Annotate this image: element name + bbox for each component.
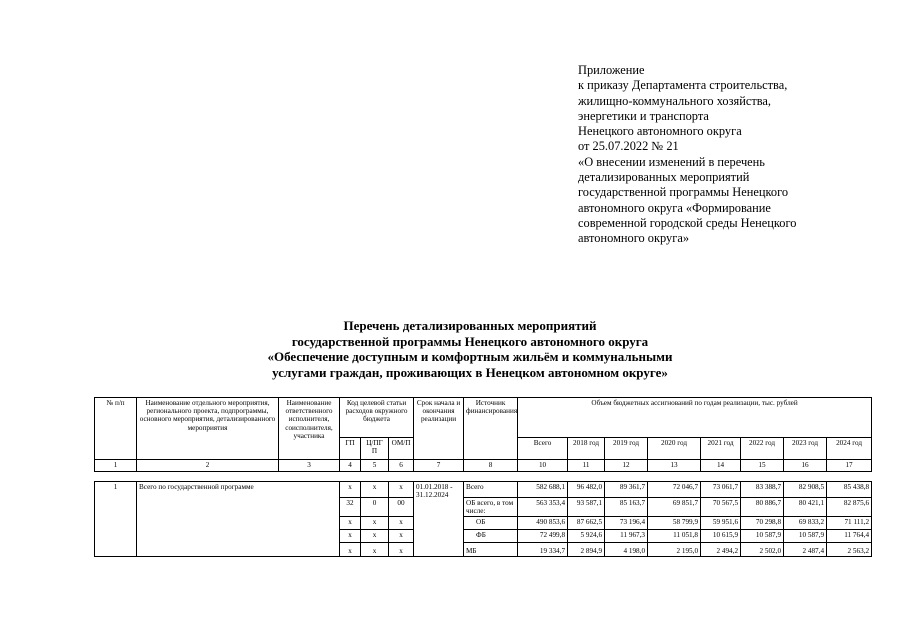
column-number: 6: [389, 460, 414, 472]
title-line: Перечень детализированных мероприятий: [343, 318, 597, 333]
appendix-line: энергетики и транспорта: [578, 108, 709, 123]
cell-source: ОБ: [464, 517, 518, 530]
row-number: 1: [95, 482, 137, 557]
cell-value: 11 967,3: [605, 530, 648, 543]
header-code: Код целевой статьи расходов окружного бюджета: [340, 398, 414, 438]
cell-value: 83 388,7: [741, 482, 784, 498]
cell-ccgp: 0: [361, 498, 389, 517]
cell-gp: х: [340, 517, 361, 530]
cell-value: 2 487,4: [784, 543, 827, 557]
column-number: 3: [279, 460, 340, 472]
spacer-row: [95, 472, 872, 482]
header-year: 2021 год: [701, 438, 741, 460]
cell-ccgp: х: [361, 517, 389, 530]
cell-value: 70 298,8: [741, 517, 784, 530]
cell-value: 2 563,2: [827, 543, 872, 557]
cell-value: 70 567,5: [701, 498, 741, 517]
row-name: Всего по государственной программе: [137, 482, 340, 557]
header-year: 2022 год: [741, 438, 784, 460]
row-period: 01.01.2018 - 31.12.2024: [414, 482, 464, 557]
column-number: 10: [518, 460, 568, 472]
cell-source: Всего: [464, 482, 518, 498]
cell-value: 10 587,9: [741, 530, 784, 543]
cell-value: 85 438,8: [827, 482, 872, 498]
cell-value: 72 046,7: [648, 482, 701, 498]
appendix-line: детализированных мероприятий: [578, 170, 750, 185]
column-number: 17: [827, 460, 872, 472]
cell-source: ОБ всего, в том числе:: [464, 498, 518, 517]
cell-total: 490 853,6: [518, 517, 568, 530]
cell-value: 2 894,9: [568, 543, 605, 557]
column-number: 1: [95, 460, 137, 472]
appendix-line: Приложение: [578, 63, 645, 77]
header-code-om: ОМ/П: [389, 438, 414, 460]
cell-om: х: [389, 530, 414, 543]
header-code-gp: ГП: [340, 438, 361, 460]
appendix-line: жилищно-коммунального хозяйства,: [578, 93, 772, 108]
cell-source: ФБ: [464, 530, 518, 543]
cell-value: 2 195,0: [648, 543, 701, 557]
header-volume: Объем бюджетных ассигнований по годам реализации, тыс. рублей: [518, 398, 872, 438]
header-year: 2020 год: [648, 438, 701, 460]
title-line: «Обеспечение доступным и комфортным жильём и коммунальными: [267, 349, 673, 364]
cell-ccgp: х: [361, 530, 389, 543]
cell-gp: х: [340, 543, 361, 557]
column-number: 4: [340, 460, 361, 472]
cell-value: 4 198,0: [605, 543, 648, 557]
column-number: 13: [648, 460, 701, 472]
cell-value: 80 421,1: [784, 498, 827, 517]
column-number: 5: [361, 460, 389, 472]
title-line: государственной программы Ненецкого автономного округа: [291, 333, 649, 349]
header-year: 2019 год: [605, 438, 648, 460]
cell-value: 69 851,7: [648, 498, 701, 517]
cell-value: 82 908,5: [784, 482, 827, 498]
header-name: Наименование отдельного мероприятия, регионального проекта, подпрограммы, основного мероприятия, детализированного мероприятия: [137, 398, 279, 460]
header-total: Всего: [518, 438, 568, 460]
column-number: 12: [605, 460, 648, 472]
cell-source: МБ: [464, 543, 518, 557]
appendix-line: автономного округа»: [578, 231, 690, 246]
cell-value: 58 799,9: [648, 517, 701, 530]
cell-om: х: [389, 517, 414, 530]
measures-table: [94, 397, 872, 557]
column-number: 16: [784, 460, 827, 472]
cell-value: 11 764,4: [827, 530, 872, 543]
table-row: [95, 482, 872, 498]
cell-value: 89 361,7: [605, 482, 648, 498]
appendix-line: автономного округа «Формирование: [578, 200, 771, 215]
column-number: 15: [741, 460, 784, 472]
cell-om: 00: [389, 498, 414, 517]
cell-value: 5 924,6: [568, 530, 605, 543]
cell-value: 73 196,4: [605, 517, 648, 530]
column-number: 14: [701, 460, 741, 472]
cell-gp: 32: [340, 498, 361, 517]
header-year: 2023 год: [784, 438, 827, 460]
header-period: Срок начала и окончания реализации: [414, 398, 464, 460]
column-number: 7: [414, 460, 464, 472]
appendix-line: государственной программы Ненецкого: [578, 185, 789, 200]
cell-om: х: [389, 482, 414, 498]
appendix-line: современной городской среды Ненецкого: [578, 215, 797, 230]
appendix-header: [578, 63, 796, 247]
cell-total: 582 688,1: [518, 482, 568, 498]
header-source: Источник финансирования: [464, 398, 518, 460]
header-row: [95, 398, 872, 438]
cell-total: 19 334,7: [518, 543, 568, 557]
cell-gp: х: [340, 482, 361, 498]
cell-value: 71 111,2: [827, 517, 872, 530]
cell-value: 10 587,9: [784, 530, 827, 543]
title-line: услугами граждан, проживающих в Ненецком автономном округе»: [272, 364, 668, 380]
header-num: № п/п: [95, 398, 137, 460]
column-number-row: [95, 460, 872, 472]
cell-value: 93 587,1: [568, 498, 605, 517]
cell-value: 96 482,0: [568, 482, 605, 498]
header-code-ccgp: Ц/ПГ П: [361, 438, 389, 460]
cell-value: 2 502,0: [741, 543, 784, 557]
header-year: 2024 год: [827, 438, 872, 460]
document-title: [200, 318, 740, 380]
appendix-line: «О внесении изменений в перечень: [578, 154, 765, 169]
cell-value: 80 886,7: [741, 498, 784, 517]
column-number: 11: [568, 460, 605, 472]
column-number: 2: [137, 460, 279, 472]
cell-value: 73 061,7: [701, 482, 741, 498]
appendix-line: Ненецкого автономного округа: [578, 124, 742, 139]
cell-value: 11 051,8: [648, 530, 701, 543]
cell-value: 85 163,7: [605, 498, 648, 517]
cell-value: 87 662,5: [568, 517, 605, 530]
header-executor: Наименование ответственного исполнителя, соисполнителя, участника: [279, 398, 340, 460]
cell-gp: х: [340, 530, 361, 543]
cell-om: х: [389, 543, 414, 557]
cell-value: 2 494,2: [701, 543, 741, 557]
cell-value: 69 833,2: [784, 517, 827, 530]
cell-ccgp: х: [361, 482, 389, 498]
cell-value: 59 951,6: [701, 517, 741, 530]
cell-value: 10 615,9: [701, 530, 741, 543]
appendix-line: от 25.07.2022 № 21: [578, 139, 679, 154]
header-year: 2018 год: [568, 438, 605, 460]
cell-ccgp: х: [361, 543, 389, 557]
appendix-line: к приказу Департамента строительства,: [578, 78, 788, 93]
cell-total: 72 499,8: [518, 530, 568, 543]
column-number: 8: [464, 460, 518, 472]
cell-value: 82 875,6: [827, 498, 872, 517]
cell-total: 563 353,4: [518, 498, 568, 517]
